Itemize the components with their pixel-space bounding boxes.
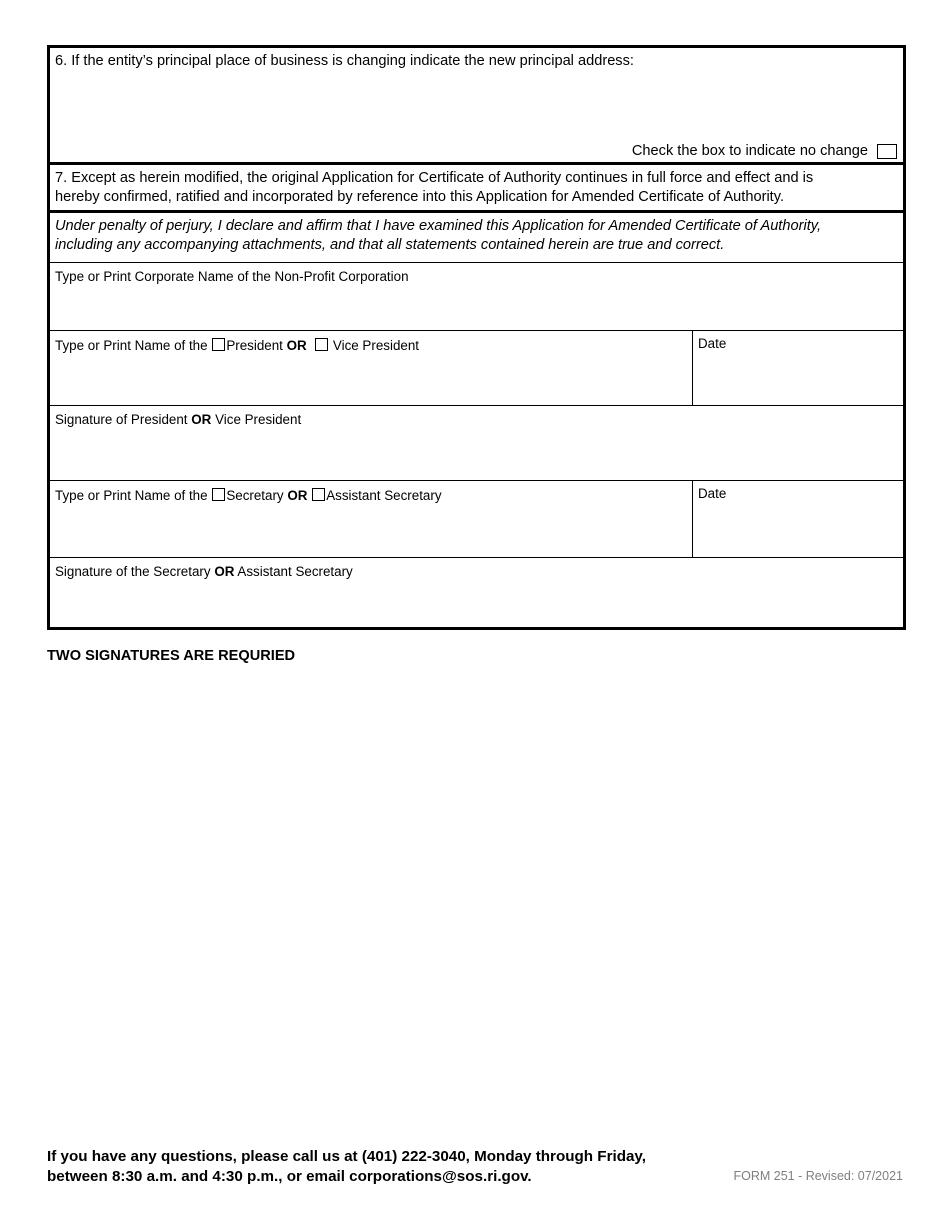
- president-date-field[interactable]: [693, 331, 903, 405]
- president-name-row: [50, 331, 903, 406]
- no-change-label: Check the box to indicate no change: [631, 143, 868, 159]
- no-change-option: [632, 143, 897, 159]
- corporate-name-field[interactable]: [50, 263, 903, 331]
- or-label: OR: [191, 412, 212, 427]
- form-number: FORM 251 - Revised: 07/2021: [733, 1169, 903, 1183]
- contact-line-2: between 8:30 a.m. and 4:30 p.m., or email corporations@sos.ri.gov.: [47, 1168, 532, 1185]
- secretary-date-field[interactable]: [693, 481, 903, 557]
- or-label: OR: [287, 488, 308, 503]
- perjury-line-1: Under penalty of perjury, I declare and affirm that I have examined this Application for Amended Certificate of Authority,: [55, 218, 822, 234]
- contact-footer: [47, 1147, 646, 1187]
- assistant-secretary-checkbox[interactable]: [312, 488, 325, 501]
- secretary-name-field[interactable]: [50, 481, 693, 557]
- president-name-prefix: Type or Print Name of the: [55, 338, 208, 353]
- or-label: OR: [214, 564, 235, 579]
- vice-president-option-label: Vice President: [332, 338, 420, 353]
- president-signature-prefix: Signature of President: [55, 412, 188, 427]
- secretary-option-label: Secretary: [226, 488, 284, 503]
- corporate-name-label: Type or Print Corporate Name of the Non-Profit Corporation: [55, 269, 409, 284]
- perjury-statement: [50, 213, 903, 263]
- section-6-text: 6. If the entity’s principal place of business is changing indicate the new principal address:: [55, 53, 634, 69]
- secretary-name-row: [50, 481, 903, 558]
- president-signature-suffix: Vice President: [215, 412, 302, 427]
- or-label: OR: [286, 338, 307, 353]
- president-name-field[interactable]: [50, 331, 693, 405]
- secretary-signature-prefix: Signature of the Secretary: [55, 564, 211, 579]
- secretary-checkbox[interactable]: [212, 488, 225, 501]
- assistant-secretary-option-label: Assistant Secretary: [326, 488, 442, 503]
- secretary-name-prefix: Type or Print Name of the: [55, 488, 208, 503]
- no-change-checkbox[interactable]: [877, 144, 897, 159]
- president-date-label: Date: [698, 336, 727, 351]
- section-7-confirmation: [50, 165, 903, 213]
- president-checkbox[interactable]: [212, 338, 225, 351]
- vice-president-checkbox[interactable]: [315, 338, 328, 351]
- contact-line-1: If you have any questions, please call us at (401) 222-3040, Monday through Friday,: [47, 1148, 646, 1165]
- section-7-line-2: hereby confirmed, ratified and incorporated by reference into this Application for Amended Certificate of Authority.: [55, 189, 785, 205]
- signatures-required-notice: TWO SIGNATURES ARE REQURIED: [47, 648, 296, 664]
- secretary-date-label: Date: [698, 486, 727, 501]
- amendment-form: [47, 45, 906, 630]
- president-signature-field[interactable]: [50, 406, 903, 481]
- secretary-signature-field[interactable]: [50, 558, 903, 627]
- president-option-label: President: [226, 338, 283, 353]
- section-6-new-principal-address: [50, 48, 903, 165]
- perjury-line-2: including any accompanying attachments, and that all statements contained herein are true and correct.: [55, 237, 725, 253]
- secretary-signature-suffix: Assistant Secretary: [237, 564, 353, 579]
- section-7-line-1: 7. Except as herein modified, the original Application for Certificate of Authority continues in full force and effect and is: [55, 170, 814, 186]
